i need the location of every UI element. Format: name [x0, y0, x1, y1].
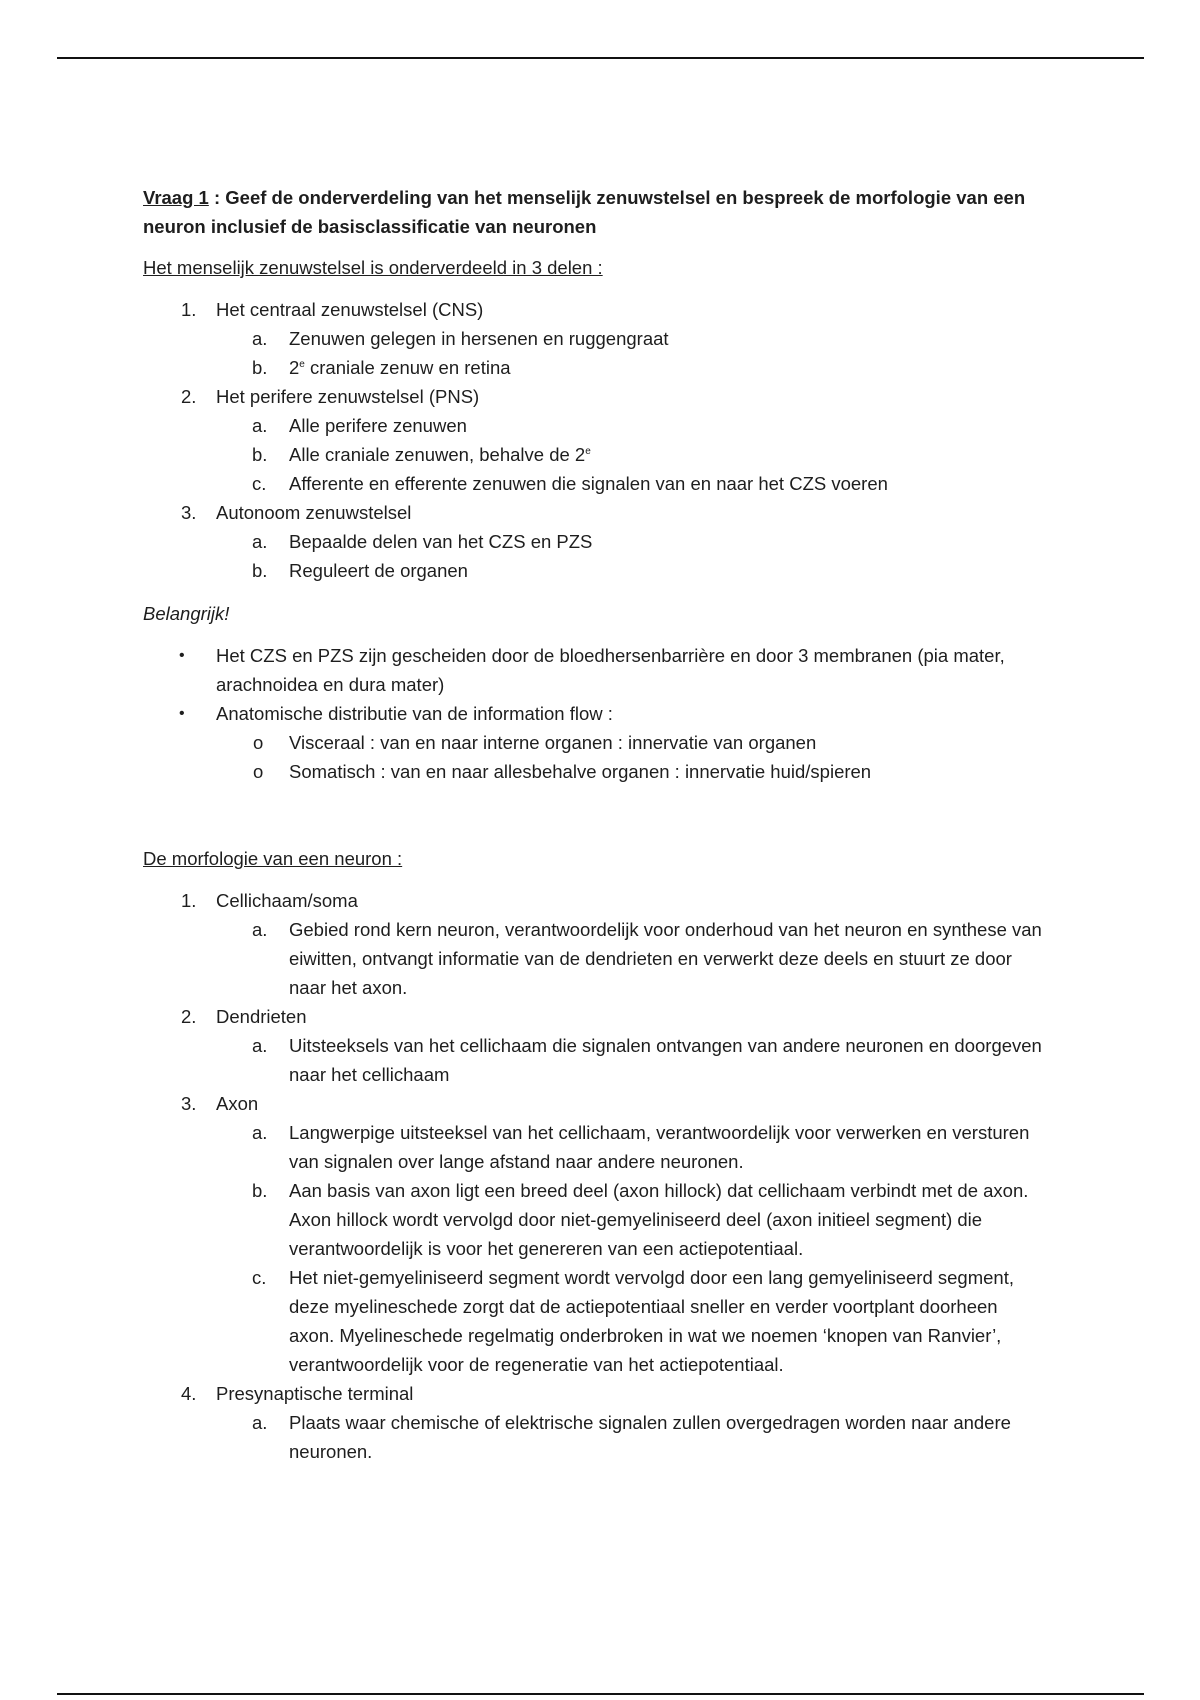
- sub-list-item: a. Plaats waar chemische of elektrische signalen zullen overgedragen worden naar andere neuronen.: [252, 1412, 1011, 1462]
- sub-list-item: a. Gebied rond kern neuron, verantwoordelijk voor onderhoud van het neuron en synthese van eiwitten, ontvangt informatie van de dendrieten en verwerkt deze deels en stuurt ze door naar het axon.: [252, 919, 1042, 998]
- header-rule: [57, 57, 1144, 59]
- sub-list-item: c. Het niet-gemyeliniseerd segment wordt vervolgd door een lang gemyeliniseerd segment, deze myelineschede zorgt dat de actiepotentiaal sneller en verder voortplant doorheen axon. Myelineschede regelmatig onderbroken in wat we noemen ‘knopen van Ranvier’, verantwoordelijk voor de regeneratie van het actiepotentiaal.: [252, 1267, 1014, 1375]
- list-item: 2. Dendrieten: [181, 1006, 307, 1027]
- sub-list-item: b. Reguleert de organen: [252, 560, 468, 581]
- sub-list-item: a. Alle perifere zenuwen: [252, 415, 467, 436]
- sub-list-item: b. Alle craniale zenuwen, behalve de 2e: [252, 444, 591, 465]
- sub-list-item: a. Langwerpige uitsteeksel van het cellichaam, verantwoordelijk voor verwerken en versturen van signalen over lange afstand naar andere neuronen.: [252, 1122, 1030, 1172]
- question-title: [143, 183, 1043, 241]
- important-label: Belangrijk!: [143, 603, 230, 624]
- list-item: 1. Cellichaam/soma: [181, 890, 358, 911]
- section1-list: [143, 295, 1043, 585]
- circle-bullet-icon: o: [253, 761, 264, 782]
- list-item: 4. Presynaptische terminal: [181, 1383, 414, 1404]
- bullet-item: • Het CZS en PZS zijn gescheiden door de bloedhersenbarrière en door 3 membranen (pia mater, arachnoidea en dura mater): [143, 641, 1043, 699]
- document-body: [143, 183, 1043, 1466]
- footer-rule: [57, 1693, 1144, 1695]
- circle-bullet-icon: o: [253, 732, 264, 753]
- section2-heading: De morfologie van een neuron :: [143, 848, 403, 869]
- sub-bullet-item: o Somatisch : van en naar allesbehalve organen : innervatie huid/spieren: [143, 757, 1043, 786]
- important-list: [143, 641, 1043, 786]
- list-item: 1. Het centraal zenuwstelsel (CNS): [181, 299, 484, 320]
- question-label: Vraag 1: [143, 187, 209, 208]
- section1-heading: Het menselijk zenuwstelsel is onderverdeeld in 3 delen :: [143, 257, 603, 278]
- sub-list-item: b. 2e craniale zenuw en retina: [252, 357, 511, 378]
- sub-list-item: b. Aan basis van axon ligt een breed deel (axon hillock) dat cellichaam verbindt met de axon. Axon hillock wordt vervolgd door niet-gemyeliniseerd deel (axon initieel segment) die verantwoordelijk is voor het genereren van een actiepotentiaal.: [252, 1180, 1029, 1259]
- bullet-item: • Anatomische distributie van de information flow :: [143, 699, 1043, 728]
- question-text: : Geef de onderverdeling van het menselijk zenuwstelsel en bespreek de morfologie van een neuron inclusief de basisclassificatie van neuronen: [143, 187, 1026, 237]
- list-item: 2. Het perifere zenuwstelsel (PNS): [181, 386, 480, 407]
- sub-bullet-item: o Visceraal : van en naar interne organen : innervatie van organen: [143, 728, 1043, 757]
- sub-list-item: c. Afferente en efferente zenuwen die signalen van en naar het CZS voeren: [252, 473, 888, 494]
- sub-list-item: a. Bepaalde delen van het CZS en PZS: [252, 531, 593, 552]
- sub-list-item: a. Zenuwen gelegen in hersenen en ruggengraat: [252, 328, 669, 349]
- sub-list-item: a. Uitsteeksels van het cellichaam die signalen ontvangen van andere neuronen en doorgeven naar het cellichaam: [252, 1035, 1042, 1085]
- bullet-icon: •: [179, 705, 185, 722]
- section2-list: [143, 886, 1043, 1466]
- list-item: 3. Autonoom zenuwstelsel: [181, 502, 412, 523]
- list-item: 3. Axon: [181, 1093, 259, 1114]
- bullet-icon: •: [179, 647, 185, 664]
